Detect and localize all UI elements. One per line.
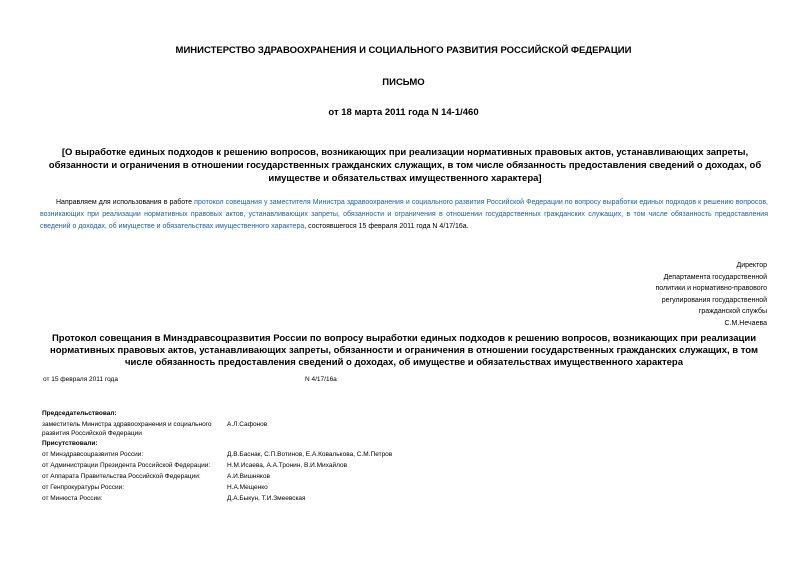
signature-line: регулирования государственной	[661, 296, 767, 304]
attendee-org: от Минздравсоцразвития России:	[42, 451, 144, 458]
document-type: ПИСЬМО	[382, 77, 425, 88]
document-subject: [О выработке единых подходов к решению вопросов, возникающих при реализации нормативных правовых актов, устанавливающих запреты, обязанности и ограничения в отношении государственных гражданских служащих, в том числе обязанность предоставления сведений о доходах, об имуществе и обязательствах имущественного характера]	[48, 147, 762, 184]
protocol-date: от 15 февраля 2011 года	[43, 376, 118, 383]
signature-block	[547, 260, 767, 329]
attendee-names: Д.В.Баснак, С.П.Вотинов, Е.А.Ковалькова, С.М.Петров	[227, 451, 393, 458]
attendee-org: от Аппарата Правительства Российской Федерации:	[42, 473, 201, 480]
body-prefix: Направляем для использования в работе	[56, 199, 195, 206]
attendee-row	[42, 461, 540, 470]
attendee-row	[42, 472, 540, 481]
signature-line: гражданской службы	[698, 308, 767, 315]
attendee-names: Н.А.Мещенко	[227, 484, 268, 491]
ministry-title: МИНИСТЕРСТВО ЗДРАВООХРАНЕНИЯ И СОЦИАЛЬНОГО РАЗВИТИЯ РОССИЙСКОЙ ФЕДЕРАЦИИ	[175, 45, 632, 56]
chair-position: заместитель Министра здравоохранения и социального развития Российской Федерации	[42, 421, 212, 437]
signature-line: Департамента государственной	[663, 273, 767, 281]
protocol-title: Протокол совещания в Минздравсоцразвития России по вопросу выработки единых подходов к решению вопросов, возникающих при реализации нормативных правовых актов, устанавливающих запреты, обязанности и ограничения в отношении государственных гражданских служащих, в том числе обязанность предоставления сведений о доходах, об имуществе и обязательствах имущественного характера	[49, 333, 758, 368]
chair-label: Председательствовал:	[42, 410, 117, 417]
attendee-org: от Минюста России:	[42, 495, 103, 502]
protocol-link[interactable]: протокол совещания у заместителя Министра здравоохранения и социального развития Российской Федерации по вопросу выработки единых подходов к решению вопросов, возникающих при реализации нормативных правовых актов, устанавливающих запреты, обязанности и ограничения в отношении государственных гражданских служащих, в том числе обязанность предоставления сведений о доходах, об имуществе и обязательствах имущественного характера	[40, 199, 768, 230]
attendee-row	[42, 450, 540, 459]
signature-name: С.М.Нечаева	[724, 319, 767, 327]
attendee-org: от Генпрокуратуры России:	[42, 484, 125, 491]
chair-row	[42, 420, 540, 438]
document-date-number: от 18 марта 2011 года N 14-1/460	[328, 107, 479, 118]
attendee-names: Н.М.Исаева, А.А.Тронин, В.И.Михайлов	[227, 462, 348, 469]
body-suffix: , состоявшегося 15 февраля 2011 года N 4/17/16а.	[304, 223, 469, 230]
attendee-names: А.И.Вишняков	[227, 473, 270, 480]
protocol-number: N 4/17/16а	[305, 376, 337, 383]
chair-name: А.Л.Сафонов	[227, 421, 268, 428]
attendee-row	[42, 483, 540, 492]
attendee-names: Д.А.Быкун, Т.И.Змеевская	[227, 495, 306, 502]
attendee-row	[42, 494, 540, 503]
attendee-org: от Администрации Президента Российской Федерации:	[42, 462, 211, 469]
body-paragraph	[40, 197, 768, 233]
attendees-label: Присутствовали:	[42, 440, 98, 447]
signature-line: Директор	[736, 262, 767, 269]
participants-section	[40, 408, 540, 505]
signature-line: политики и нормативно-правового	[655, 285, 767, 292]
